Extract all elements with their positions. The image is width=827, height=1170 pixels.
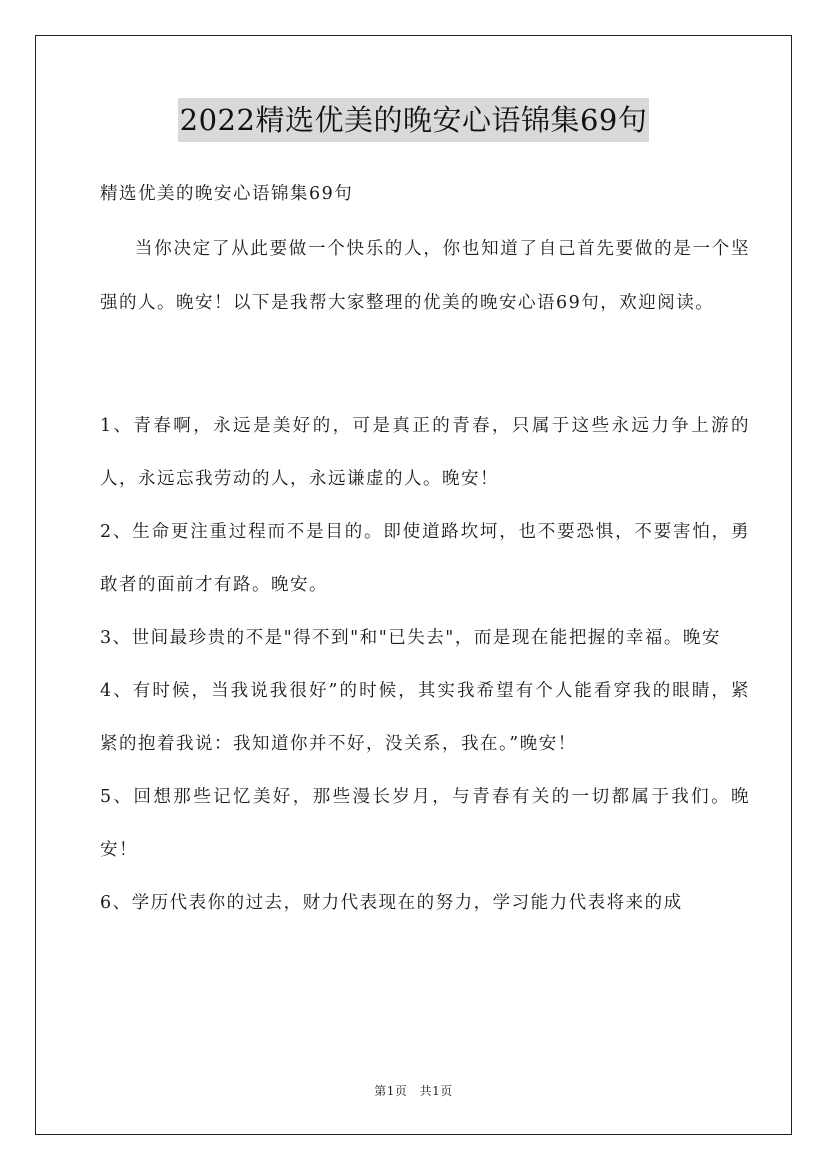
list-item: 2、生命更注重过程而不是目的。即使道路坎坷，也不要恐惧，不要害怕，勇敢者的面前才有路。晚安。 <box>100 522 750 595</box>
document-body <box>100 172 750 930</box>
list-item: 6、学历代表你的过去，财力代表现在的努力，学习能力代表将来的成 <box>100 893 683 913</box>
list-item: 1、青春啊，永远是美好的，可是真正的青春，只属于这些永远力争上游的人，永远忘我劳动的人，永远谦虚的人。晚安！ <box>100 416 750 489</box>
list-item: 5、回想那些记忆美好，那些漫长岁月，与青春有关的一切都属于我们。晚安！ <box>100 787 750 860</box>
paragraph-spacer <box>100 330 750 400</box>
page-number: 第1页 <box>374 1084 408 1098</box>
page-total: 共1页 <box>419 1084 453 1098</box>
title-container <box>0 98 827 142</box>
page-footer <box>0 1082 827 1099</box>
list-item: 3、世间最珍贵的不是"得不到"和"已失去"，而是现在能把握的幸福。晚安 <box>100 628 721 648</box>
list-item: 4、有时候，当我说我很好”的时候，其实我希望有个人能看穿我的眼睛，紧紧的抱着我说：我知道你并不好，没关系，我在。”晚安！ <box>100 681 750 754</box>
document-title: 2022精选优美的晚安心语锦集69句 <box>178 98 650 142</box>
document-subtitle: 精选优美的晚安心语锦集69句 <box>100 184 354 204</box>
intro-paragraph: 当你决定了从此要做一个快乐的人，你也知道了自己首先要做的是一个坚强的人。晚安！以下是我帮大家整理的优美的晚安心语69句，欢迎阅读。 <box>100 239 750 313</box>
